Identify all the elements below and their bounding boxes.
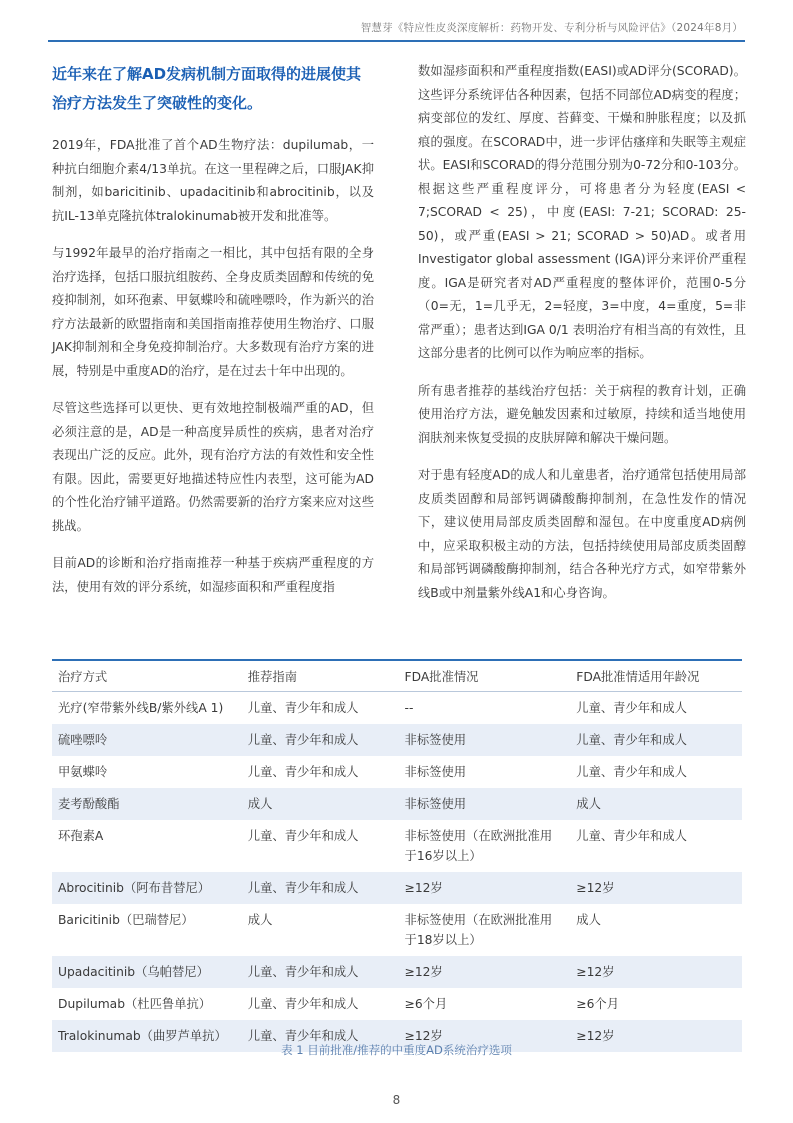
table-cell: 非标签使用（在欧洲批准用于18岁以上） <box>404 913 553 947</box>
table-row <box>52 956 742 988</box>
table-cell: -- <box>404 701 414 715</box>
page-number: 8 <box>392 1093 401 1107</box>
table-cell: ≥12岁 <box>399 956 571 988</box>
table-cell: 儿童、青少年和成人 <box>242 1020 399 1052</box>
table-cell: 儿童、青少年和成人 <box>576 829 687 843</box>
table-cell: 儿童、青少年和成人 <box>247 765 359 779</box>
paragraph: 对于患有轻度AD的成人和儿童患者，治疗通常包括使用局部皮质类固醇和局部钙调磷酸酶抑制剂，在急性发作的情况下，建议使用局部皮质类固醇和湿包。在中度重度AD病例中，应采取积极主动的方法，包括持续使用局部皮质类固醇和局部钙调磷酸酶抑制剂，结合各种光疗方式，如窄带紫外线B或中剂量紫外线A1和心身咨询。 <box>418 468 746 600</box>
table-cell: ≥12岁 <box>570 1020 742 1052</box>
section-headline: 近年来在了解AD发病机制方面取得的进展使其治疗方法发生了突破性的变化。 <box>52 65 362 112</box>
table-row <box>52 788 742 820</box>
paragraph: 所有患者推荐的基线治疗包括：关于病程的教育计划，正确使用治疗方法，避免触发因素和过敏原，持续和适当地使用润肤剂来恢复受损的皮肤屏障和解决干燥问题。 <box>418 383 746 445</box>
table-cell: 硫唑嘌呤 <box>52 724 242 756</box>
column-header-guideline: 推荐指南 <box>242 660 399 692</box>
table-row <box>52 904 742 956</box>
table-cell: 成人 <box>247 913 273 927</box>
table-cell: 非标签使用 <box>399 788 571 820</box>
table-cell: Dupilumab（杜匹鲁单抗） <box>58 997 212 1011</box>
table-cell: Tralokinumab（曲罗芦单抗） <box>52 1020 242 1052</box>
table-cell: 儿童、青少年和成人 <box>242 956 399 988</box>
table-cell: Abrocitinib（阿布昔替尼） <box>52 872 242 904</box>
table-cell: 成人 <box>570 788 742 820</box>
table-caption: 表 1 目前批准/推荐的中重度AD系统治疗选项 <box>281 1043 512 1057</box>
table-cell: 儿童、青少年和成人 <box>247 997 359 1011</box>
paragraph: 2019年，FDA批准了首个AD生物疗法：dupilumab，一种抗白细胞介素4/13单抗。在这一里程碑之后，口服JAK抑制剂，如baricitinib、upadacitinib和abrocitinib，以及抗IL-13单克隆抗体tralokinumab被开发和批准等。 <box>52 138 374 223</box>
table-row <box>52 724 742 756</box>
table-cell: ≥12岁 <box>570 872 742 904</box>
paragraph: 数如湿疹面积和严重程度指数(EASI)或AD评分(SCORAD)。这些评分系统评估各种因素，包括不同部位AD病变的程度；病变部位的发红、厚度、苔藓变、干燥和肿胀程度；以及抓痕的强度。在SCORAD中，进一步评估瘙痒和失眠等主观症状。EASI和SCORAD的得分范围分别为0-72分和0-103分。根据这些严重程度评分，可将患者分为轻度(EASI < 7;SCORAD < 25)，中度(EASI: 7-21; SCORAD: 25-50)，或严重(EASI > 21; SCORAD > 50)AD。或者用Investigator global assessment (IGA)评分来评价严重程度。IGA是研究者对AD严重程度的整体评价，范围0-5分（0=无，1=几乎无，2=轻度，3=中度，4=重度，5=非常严重）；患者达到IGA 0/1 表明治疗有相当高的有效性，且这部分患者的比例可以作为响应率的指标。 <box>418 64 746 360</box>
table-row <box>52 692 742 725</box>
table-cell: 儿童、青少年和成人 <box>247 701 359 715</box>
column-header-fda-approval: FDA批准情况 <box>399 660 571 692</box>
table-cell: 儿童、青少年和成人 <box>247 829 359 843</box>
table-row <box>52 988 742 1020</box>
table-cell: ≥12岁 <box>399 872 571 904</box>
table-cell: 儿童、青少年和成人 <box>576 765 687 779</box>
table-cell: Upadacitinib（乌帕替尼） <box>52 956 242 988</box>
table-cell: ≥12岁 <box>570 956 742 988</box>
column-header-treatment: 治疗方式 <box>52 660 242 692</box>
table-cell: ≥6个月 <box>404 997 448 1011</box>
table-cell: 儿童、青少年和成人 <box>242 872 399 904</box>
table-cell: 成人 <box>242 788 399 820</box>
table-cell: 光疗(窄带紫外线B/紫外线A 1) <box>58 701 224 715</box>
table-row <box>52 872 742 904</box>
table-cell: 麦考酚酸酯 <box>52 788 242 820</box>
table-row <box>52 820 742 872</box>
table-cell: 非标签使用（在欧洲批准用于16岁以上） <box>404 829 553 863</box>
running-header: 智慧芽《特应性皮炎深度解析：药物开发、专利分析与风险评估》（2024年8月） <box>360 22 743 34</box>
left-column <box>52 60 374 613</box>
paragraph: 与1992年最早的治疗指南之一相比，其中包括有限的全身治疗选择，包括口服抗组胺药、全身皮质类固醇和传统的免疫抑制剂，如环孢素、甲氨蝶呤和硫唑嘌呤，作为新兴的治疗方法最新的欧盟指南和美国指南推荐使用生物治疗、口服JAK抑制剂和全身免疫抑制治疗。大多数现有治疗方案的进展，特别是中重度AD的治疗，是在过去十年中出现的。 <box>52 246 374 378</box>
table-cell: ≥6个月 <box>576 997 619 1011</box>
column-header-fda-age: FDA批准情适用年龄况 <box>570 660 742 692</box>
header-rule <box>48 40 745 42</box>
table-cell: 儿童、青少年和成人 <box>576 701 687 715</box>
table-cell: 非标签使用 <box>404 765 467 779</box>
table-cell: Baricitinib（巴瑞替尼） <box>58 913 194 927</box>
table-cell: 成人 <box>576 913 601 927</box>
table-cell: 儿童、青少年和成人 <box>570 724 742 756</box>
treatment-table <box>52 659 742 1052</box>
paragraph: 目前AD的诊断和治疗指南推荐一种基于疾病严重程度的方法，使用有效的评分系统，如湿疹面积和严重程度指 <box>52 556 374 594</box>
table-cell: 儿童、青少年和成人 <box>242 724 399 756</box>
table-cell: 非标签使用 <box>399 724 571 756</box>
right-column <box>418 60 746 619</box>
table-row <box>52 756 742 788</box>
table-cell: ≥12岁 <box>399 1020 571 1052</box>
table-header-row <box>52 660 742 692</box>
table-cell: 环孢素A <box>58 829 104 843</box>
table-cell: 甲氨蝶呤 <box>58 765 108 779</box>
paragraph: 尽管这些选择可以更快、更有效地控制极端严重的AD，但必须注意的是，AD是一种高度异质性的疾病，患者对治疗表现出广泛的反应。此外，现有治疗方法的有效性和安全性有限。因此，需要更好地描述特应性内表型，这可能为AD的个性化治疗铺平道路。仍然需要新的治疗方案来应对这些挑战。 <box>52 401 374 533</box>
